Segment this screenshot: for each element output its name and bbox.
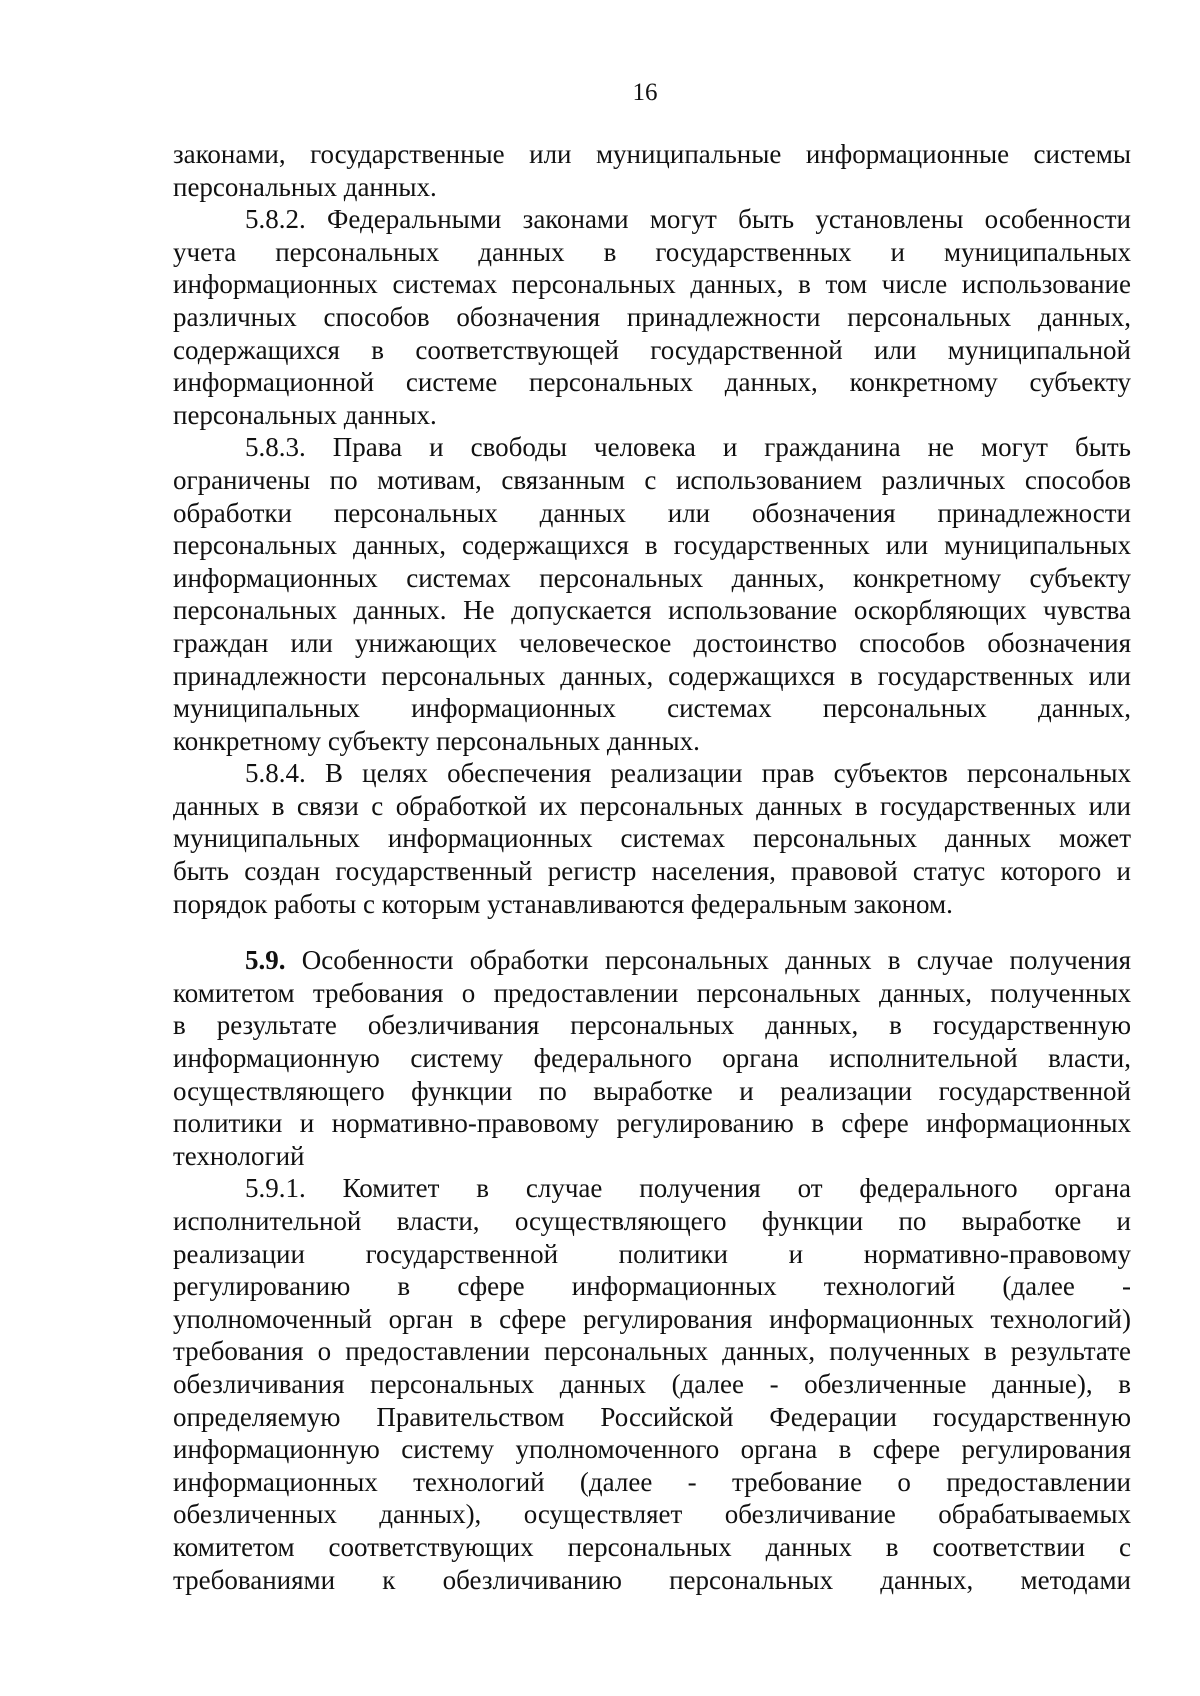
paragraph-5-8-2	[173, 203, 1131, 431]
text-line: данных в связи с обработкой их персональных данных в государственных или	[173, 790, 1131, 821]
paragraph-5-9-1	[173, 1172, 1131, 1596]
text-line: 5.8.4. В целях обеспечения реализации прав субъектов персональных	[245, 758, 1131, 789]
text-line: реализации государственной политики и нормативно-правовому	[173, 1238, 1131, 1269]
section-5-9-heading	[173, 944, 1131, 1172]
text-line: 5.8.2. Федеральными законами могут быть установлены особенности	[245, 204, 1131, 235]
text-line: ограничены по мотивам, связанным с использованием различных способов	[173, 464, 1131, 495]
section-title-start: Особенности обработки персональных данных в случае получения	[285, 945, 1131, 976]
text-line: граждан или унижающих человеческое достоинство способов обозначения	[173, 627, 1131, 658]
text-line: информационную систему уполномоченного органа в сфере регулирования	[173, 1434, 1131, 1465]
text-line: содержащихся в соответствующей государственной или муниципальной	[173, 334, 1131, 365]
text-line: осуществляющего функции по выработке и реализации государственной	[173, 1075, 1131, 1106]
paragraph-5-8-4	[173, 757, 1131, 920]
text-line: обработки персональных данных или обозначения принадлежности	[173, 497, 1131, 528]
text-line: технологий	[173, 1140, 305, 1171]
text-line: персональных данных.	[173, 171, 437, 202]
text-line: политики и нормативно-правовому регулированию в сфере информационных	[173, 1108, 1131, 1139]
text-line: исполнительной власти, осуществляющего функции по выработке и	[173, 1206, 1131, 1236]
text-line: законами, государственные или муниципальные информационные системы	[173, 139, 1131, 169]
text-line: быть создан государственный регистр населения, правовой статус которого и	[173, 856, 1131, 887]
text-line: информационных технологий (далее - требование о предоставлении	[173, 1466, 1131, 1497]
paragraph-continuation	[173, 138, 1131, 203]
text-line: конкретному субъекту персональных данных.	[173, 725, 700, 756]
text-line: персональных данных.	[173, 399, 437, 430]
text-line: персональных данных, содержащихся в государственных или муниципальных	[173, 530, 1131, 561]
text-line: 5.9.1. Комитет в случае получения от федерального органа	[245, 1173, 1131, 1204]
document-body	[173, 138, 1131, 1596]
text-line: уполномоченный орган в сфере регулирования информационных технологий)	[173, 1303, 1131, 1334]
text-line: в результате обезличивания персональных данных, в государственную	[173, 1010, 1131, 1041]
paragraph-5-8-3	[173, 431, 1131, 757]
text-line: принадлежности персональных данных, содержащихся в государственных или	[173, 660, 1131, 691]
text-line: информационных системах персональных данных, в том числе использование	[173, 269, 1131, 300]
text-line: обезличивания персональных данных (далее - обезличенные данные), в	[173, 1368, 1131, 1399]
text-line: порядок работы с которым устанавливаются федеральным законом.	[173, 888, 953, 919]
text-line: учета персональных данных в государственных и муниципальных	[173, 236, 1131, 267]
text-line: информационную систему федерального органа исполнительной власти,	[173, 1043, 1131, 1074]
text-line: комитетом соответствующих персональных данных в соответствии с	[173, 1531, 1131, 1562]
section-number: 5.9.	[245, 945, 286, 976]
text-line: комитетом требования о предоставлении персональных данных, полученных	[173, 977, 1131, 1008]
text-line: информационных системах персональных данных, конкретному субъекту	[173, 562, 1131, 593]
text-line: регулированию в сфере информационных технологий (далее -	[173, 1271, 1131, 1302]
text-line: обезличенных данных), осуществляет обезличивание обрабатываемых	[173, 1499, 1131, 1530]
text-line: требованиями к обезличиванию персональных данных, методами	[173, 1564, 1131, 1595]
text-line	[173, 944, 1131, 977]
text-line: определяемую Правительством Российской Федерации государственную	[173, 1401, 1131, 1432]
text-line: муниципальных информационных системах персональных данных может	[173, 823, 1131, 854]
text-line: требования о предоставлении персональных данных, полученных в результате	[173, 1336, 1131, 1367]
text-line: 5.8.3. Права и свободы человека и гражданина не могут быть	[245, 432, 1131, 463]
text-line: муниципальных информационных системах персональных данных,	[173, 693, 1131, 724]
text-line: персональных данных. Не допускается использование оскорбляющих чувства	[173, 595, 1131, 626]
text-line: различных способов обозначения принадлежности персональных данных,	[173, 301, 1131, 332]
page-number: 16	[632, 79, 658, 106]
text-line: информационной системе персональных данных, конкретному субъекту	[173, 367, 1131, 398]
